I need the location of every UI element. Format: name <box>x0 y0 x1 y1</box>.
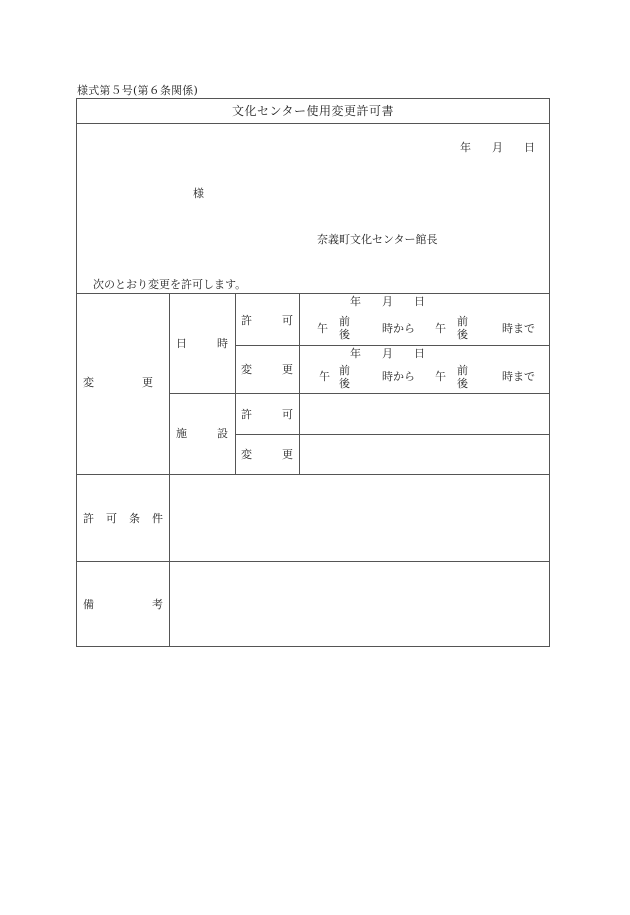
change-end-ampm-prefix: 午 <box>435 370 446 383</box>
form-title: 文化センター使用変更許可書 <box>231 104 395 118</box>
permit-month-label: 月 <box>382 295 393 308</box>
change-start-ampm-prefix: 午 <box>319 370 330 383</box>
addressee-suffix: 様 <box>193 187 204 200</box>
permit-start-ampm-prefix: 午 <box>317 322 328 335</box>
remarks-value[interactable] <box>170 562 549 646</box>
change-section-label: 変 更 <box>83 376 153 389</box>
permit-until-label: 時まで <box>502 322 535 335</box>
issue-year-label: 年 <box>460 141 471 154</box>
issue-day-label: 日 <box>524 141 535 154</box>
permit-start-ampm: 前 後 <box>339 315 350 342</box>
form-number: 様式第５号(第６条関係) <box>77 84 198 97</box>
datetime-label: 日 時 <box>176 337 228 350</box>
permit-form <box>76 98 550 647</box>
permit-statement: 次のとおり変更を許可します。 <box>93 278 247 291</box>
facility-permit-label: 許 可 <box>241 408 293 421</box>
change-day-label: 日 <box>414 347 425 360</box>
change-end-ampm: 前 後 <box>457 364 468 391</box>
change-from-label: 時から <box>382 370 415 383</box>
permit-end-ampm: 前 後 <box>457 315 468 342</box>
change-until-label: 時まで <box>502 370 535 383</box>
issuer-name: 奈義町文化センター館長 <box>317 233 438 246</box>
datetime-divider <box>235 345 549 346</box>
sublabel-column-divider <box>235 293 236 474</box>
facility-permit-value[interactable] <box>300 394 549 434</box>
permit-from-label: 時から <box>382 322 415 335</box>
remarks-label: 備 考 <box>83 598 163 611</box>
facility-change-value[interactable] <box>300 435 549 474</box>
permit-day-label: 日 <box>414 295 425 308</box>
permit-year-label: 年 <box>350 295 361 308</box>
header-divider <box>77 293 549 294</box>
change-year-label: 年 <box>350 347 361 360</box>
conditions-label: 許 可 条 件 <box>83 512 163 525</box>
issue-month-label: 月 <box>492 141 503 154</box>
datetime-permit-label: 許 可 <box>241 314 293 327</box>
title-divider <box>77 123 549 124</box>
datetime-change-label: 変 更 <box>241 363 293 376</box>
facility-change-label: 変 更 <box>241 448 293 461</box>
conditions-value[interactable] <box>170 475 549 561</box>
permit-end-ampm-prefix: 午 <box>435 322 446 335</box>
facility-label: 施 設 <box>176 427 228 440</box>
change-start-ampm: 前 後 <box>339 364 350 391</box>
change-month-label: 月 <box>382 347 393 360</box>
